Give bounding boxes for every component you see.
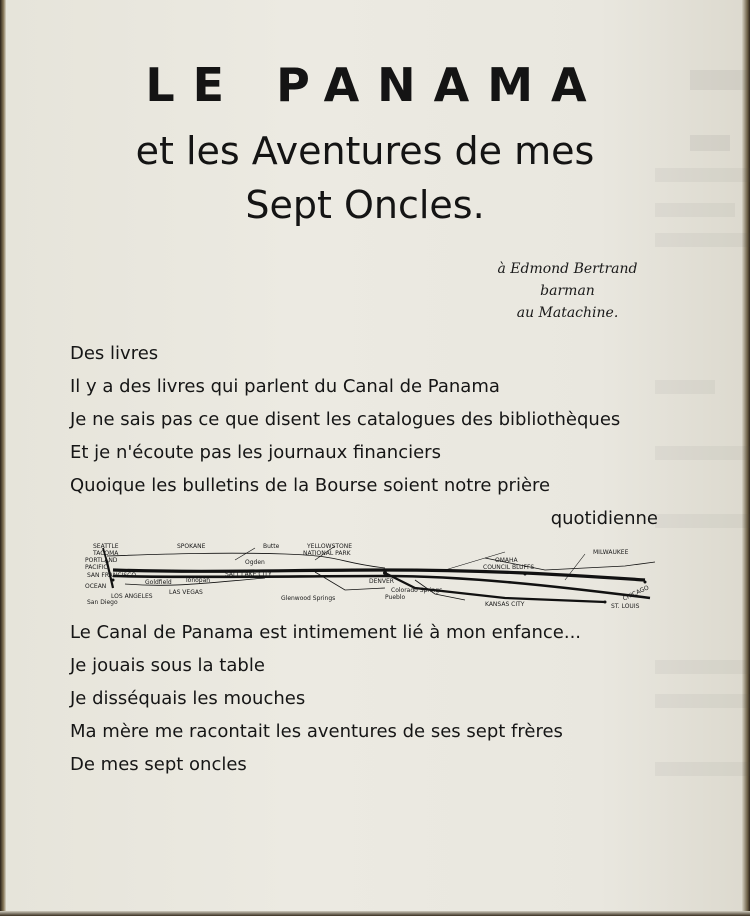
poem-line: quotidienne (550, 508, 658, 529)
dedication-line-2: barman (540, 283, 595, 299)
map-label-yellowstone: YELLOWSTONE (307, 543, 353, 550)
city-dot (644, 581, 647, 584)
poem-stanza-1 (70, 337, 670, 535)
map-label-ocean: OCEAN (85, 583, 107, 590)
poem-line: Je jouais sous la table (70, 655, 265, 676)
map-label-st-louis: ST. LOUIS (611, 603, 640, 610)
poem-line: Je ne sais pas ce que disent les catalogues des bibliothèques (70, 409, 621, 430)
poem-line: Le Canal de Panama est intimement lié à mon enfance... (70, 622, 582, 643)
map-label-salt-lake-city: SALT LAKE CITY (225, 571, 272, 578)
map-label-national-park: NATIONAL PARK (303, 550, 351, 557)
page-subtitle (0, 124, 730, 232)
map-label-pacific: PACIFIC (85, 564, 108, 571)
poem-line: Je disséquais les mouches (70, 688, 306, 709)
subtitle-line-2: Sept Oncles. (245, 183, 485, 227)
city-dot (383, 571, 387, 575)
map-label-san-francisco: SAN FRANCISCO (87, 572, 137, 579)
map-label-glenwood-springs: Glenwood Springs (281, 595, 336, 602)
map-label-los-angeles: LOS ANGELES (111, 593, 153, 600)
map-label-milwaukee: MILWAUKEE (593, 549, 629, 556)
poem-line: Des livres (70, 343, 159, 364)
map-label-tonopah: Tonopah (185, 577, 211, 584)
city-dot (604, 601, 607, 604)
map-label-ogden: Ogden (245, 559, 265, 566)
map-label-seattle: SEATTLE (93, 543, 119, 550)
poem-line: Et je n'écoute pas les journaux financiers (70, 442, 441, 463)
map-label-pueblo: Pueblo (385, 594, 406, 601)
map-label-spokane: SPOKANE (177, 543, 206, 550)
map-label-kansas-city: KANSAS CITY (485, 601, 525, 608)
subtitle-line-1: et les Aventures de mes (135, 129, 595, 173)
poem-line: Il y a des livres qui parlent du Canal de Panama (70, 376, 500, 397)
poem-line: De mes sept oncles (70, 754, 247, 775)
map-label-butte: Butte (263, 543, 280, 550)
city-dot (524, 573, 527, 576)
map-label-denver: DENVER (369, 578, 394, 585)
map-label-goldfield: Goldfield (145, 579, 172, 586)
dedication-line-3: au Matachine. (516, 305, 619, 321)
map-label-tacoma: TACOMA (93, 550, 119, 557)
map-label-san-diego: San Diego (87, 599, 118, 606)
map-label-las-vegas: LAS VEGAS (169, 589, 203, 596)
page-bottom-edge (0, 911, 750, 916)
map-label-council-bluffs: COUNCIL BLUFFS (483, 564, 535, 571)
poem-stanza-2 (70, 616, 670, 781)
dedication (470, 258, 665, 324)
map-label-chicago: CHICAGO (621, 584, 651, 603)
dedication-line-1: à Edmond Bertrand (497, 261, 638, 277)
map-label-colorado-springs: Colorado Springs (391, 587, 443, 594)
page-title: LE PANAMA (145, 58, 605, 112)
poem-line: Ma mère me racontait les aventures de ses sept frères (70, 721, 563, 742)
railroad-map (85, 540, 675, 614)
map-label-omaha: OMAHA (495, 557, 518, 564)
map-label-portland: PORTLAND (85, 557, 118, 564)
poem-line: Quoique les bulletins de la Bourse soient notre prière (70, 475, 551, 496)
